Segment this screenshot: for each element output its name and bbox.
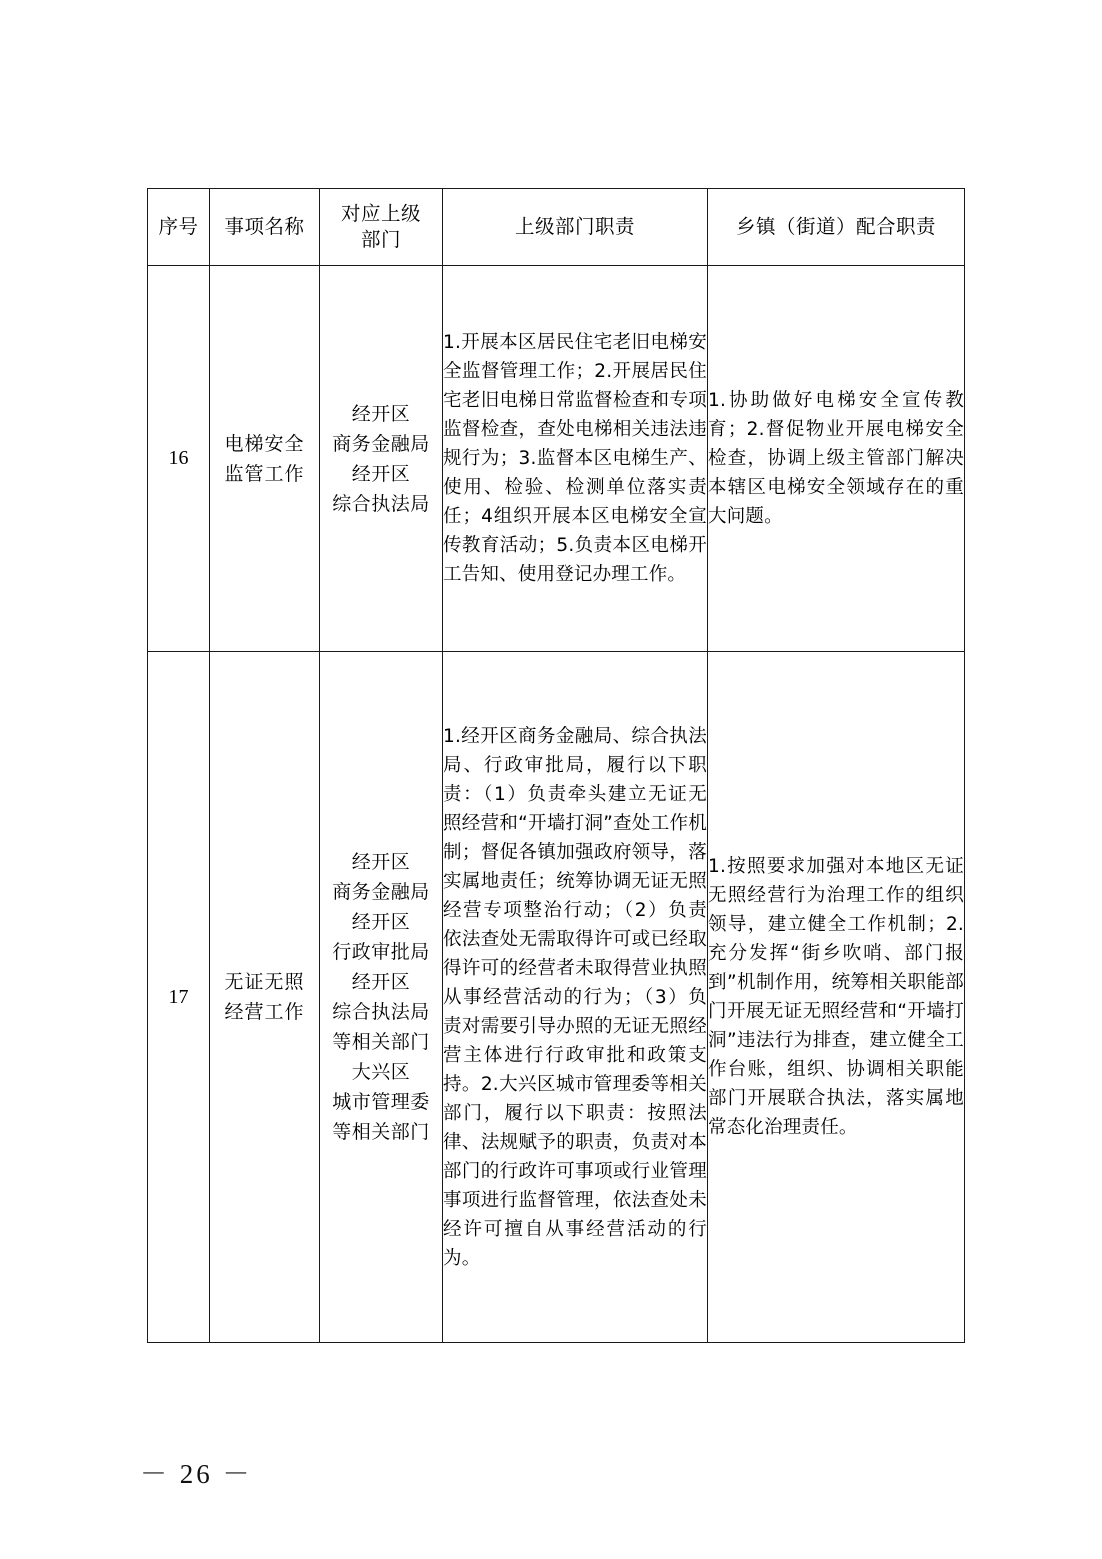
department-line: 经开区 <box>351 402 411 425</box>
township-duties-text: 1.协助做好电梯安全宣传教育；2.督促物业开展电梯安全检查，协调上级主管部门解决本辖区电梯安全领域存在的重大问题。 <box>708 390 964 527</box>
table-header-row <box>148 189 965 266</box>
department-line: 综合执法局 <box>332 492 430 515</box>
column-header-serial <box>148 189 210 266</box>
department-line: 城市管理委 <box>332 1091 430 1113</box>
department-line: 大兴区 <box>351 1061 411 1083</box>
column-header-item-name-label: 事项名称 <box>224 215 305 238</box>
department-line: 等相关部门 <box>332 1121 430 1143</box>
page-number: － 26 － <box>140 1459 253 1489</box>
duty-table-container <box>147 188 964 1343</box>
cell-superior-duties <box>443 652 708 1343</box>
item-name-line: 经营工作 <box>224 1001 305 1023</box>
cell-superior-duties <box>443 266 708 652</box>
column-header-superior-department-line1: 对应上级 <box>340 202 421 225</box>
item-name-line: 电梯安全 <box>224 432 305 455</box>
cell-township-duties <box>708 266 965 652</box>
department-line: 等相关部门 <box>332 1031 430 1053</box>
duty-table <box>147 188 965 1343</box>
column-header-superior-department-line2: 部门 <box>360 228 401 251</box>
column-header-superior-duties <box>443 189 708 266</box>
table-row <box>148 652 965 1343</box>
cell-superior-department <box>320 652 443 1343</box>
item-name-line: 无证无照 <box>224 971 305 993</box>
column-header-township-duties <box>708 189 965 266</box>
table-header <box>148 189 965 266</box>
column-header-superior-department <box>320 189 443 266</box>
department-line: 经开区 <box>351 462 411 485</box>
department-line: 商务金融局 <box>332 881 430 903</box>
department-line: 行政审批局 <box>332 941 430 963</box>
cell-superior-department <box>320 266 443 652</box>
department-line: 综合执法局 <box>332 1001 430 1023</box>
superior-duties-text: 1.经开区商务金融局、综合执法局、行政审批局，履行以下职责：（1）负责牵头建立无证无照经营和“开墙打洞”查处工作机制；督促各镇加强政府领导，落实属地责任；统筹协调无证无照经营专项整治行动；（2）负责依法查处无需取得许可或已经取得许可的经营者未取得营业执照从事经营活动的行为；（3）负责对需要引导办照的无证无照经营主体进行行政审批和政策支持。2.大兴区城市管理委等相关部门，履行以下职责：按照法律、法规赋予的职责，负责对本部门的行政许可事项或行业管理事项进行监督管理，依法查处未经许可擅自从事经营活动的行为。 <box>443 725 707 1269</box>
column-header-item-name <box>210 189 320 266</box>
cell-serial-number: 16 <box>148 266 210 652</box>
cell-item-name <box>210 652 320 1343</box>
item-name-line: 监管工作 <box>224 462 305 485</box>
cell-item-name <box>210 266 320 652</box>
cell-township-duties <box>708 652 965 1343</box>
column-header-superior-duties-label: 上级部门职责 <box>514 215 635 238</box>
cell-serial-number: 17 <box>148 652 210 1343</box>
column-header-township-duties-label: 乡镇（街道）配合职责 <box>735 215 936 238</box>
table-body <box>148 266 965 1343</box>
department-line: 经开区 <box>351 911 411 933</box>
superior-duties-text: 1.开展本区居民住宅老旧电梯安全监督管理工作；2.开展居民住宅老旧电梯日常监督检查和专项监督检查，查处电梯相关违法违规行为；3.监督本区电梯生产、使用、检验、检测单位落实责任；4组织开展本区电梯安全宣传教育活动；5.负责本区电梯开工告知、使用登记办理工作。 <box>443 332 707 585</box>
department-line: 商务金融局 <box>332 432 430 455</box>
column-header-serial-label: 序号 <box>158 215 199 238</box>
table-row <box>148 266 965 652</box>
township-duties-text: 1.按照要求加强对本地区无证无照经营行为治理工作的组织领导，建立健全工作机制；2.充分发挥“街乡吹哨、部门报到”机制作用，统筹相关职能部门开展无证无照经营和“开墙打洞”违法行为排查，建立健全工作台账，组织、协调相关职能部门开展联合执法，落实属地常态化治理责任。 <box>708 856 964 1138</box>
department-line: 经开区 <box>351 971 411 993</box>
department-line: 经开区 <box>351 851 411 873</box>
